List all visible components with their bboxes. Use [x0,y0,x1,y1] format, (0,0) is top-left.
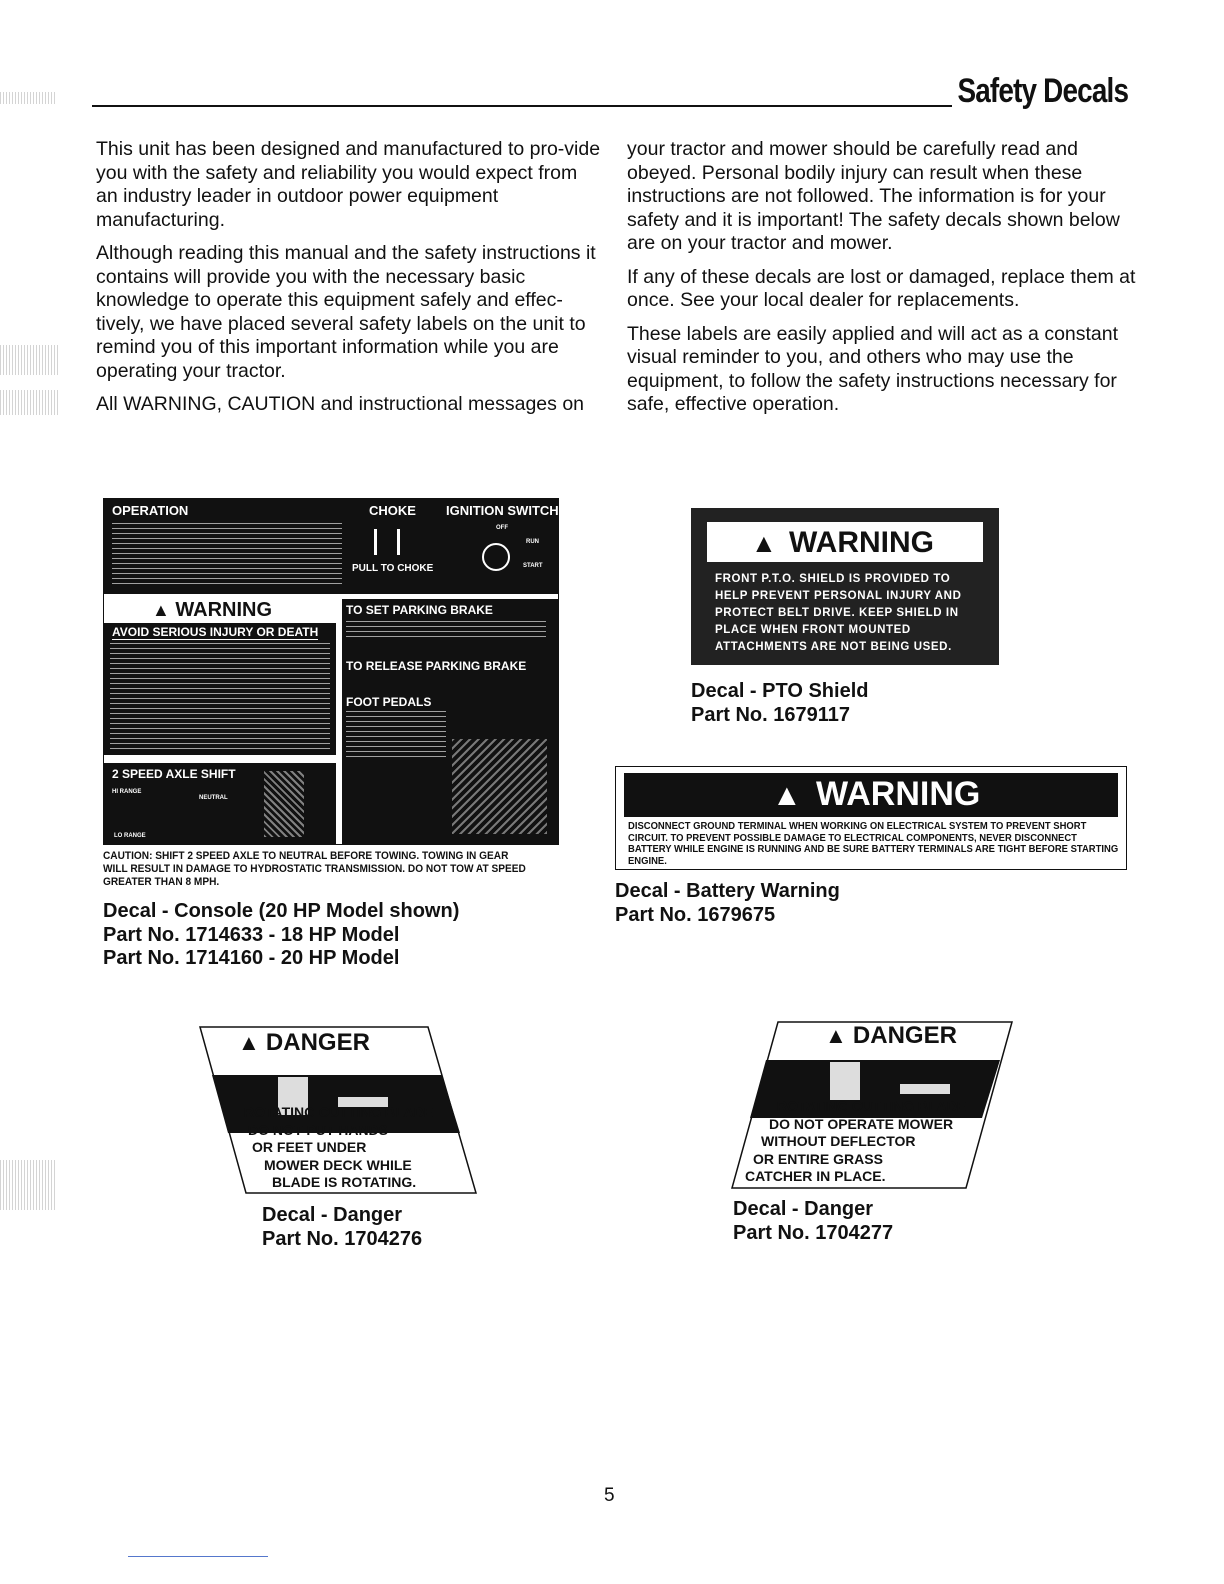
set-brake-fine-print [346,621,546,641]
console-decal [103,498,559,845]
battery-decal [615,766,1127,870]
intro-paragraph: This unit has been designed and manufactured to pro-vide you with the safety and reliability you would expect from an industry leader in outdoor power equipment manufacturing. [96,138,601,231]
page-title: Safety Decals [957,72,1128,110]
neutral-label: NEUTRAL [199,795,228,801]
danger1-caption [262,1204,422,1251]
choke-heading: CHOKE [369,503,416,518]
caption-line: Part No. 1714160 - 20 HP Model [103,947,400,969]
warning-fine-print [110,643,330,751]
danger1-heading: ▲ DANGER [238,1029,370,1056]
axle-shift-panel [104,763,336,844]
danger-line: DO NOT PUT HANDS [248,1121,388,1138]
scan-artifact [0,92,55,104]
ignition-icon [482,543,510,571]
foot-pedals-fine-print [346,711,446,761]
battery-warning-heading: WARNING [816,775,981,813]
intro-paragraph: Although reading this manual and the safety instructions it contains will provide you with the necessary basic knowledge to operate this equipment safely and effec-tively, we have placed several safety labels on the unit to remind you of this important information while you are operating your tractor. [96,242,596,382]
danger-line: OR ENTIRE GRASS [753,1150,883,1167]
intro-left-column [96,138,601,427]
pto-caption [691,680,868,727]
page-number: 5 [604,1485,615,1506]
danger-line: WITHOUT DEFLECTOR [761,1133,916,1149]
intro-paragraph: your tractor and mower should be carefully read and obeyed. Personal bodily injury can result when these instructions are not followed. The information is for your safety and it is important! The safety decals shown below are on your tractor and mower. [627,138,1120,254]
danger-line: OR FEET UNDER [252,1139,367,1155]
warning-triangle-icon: ▲ [825,1023,847,1048]
shift-lever-icon [264,771,304,837]
console-warning-heading: ▲ WARNING [152,599,273,621]
release-brake-heading: TO RELEASE PARKING BRAKE [346,659,527,673]
danger2-caption [733,1198,893,1245]
caption-line: Decal - Console (20 HP Model shown) [103,900,460,922]
danger-line: MOWER DECK WHILE [264,1156,412,1173]
intro-right-column [627,138,1137,427]
brake-panel [342,599,558,844]
scan-artifact [0,345,60,375]
caption-line: Decal - Danger [733,1198,874,1220]
choke-icon [374,529,400,555]
scan-artifact [0,390,60,415]
foot-pedals-heading: FOOT PEDALS [346,695,432,709]
ignition-run-label: RUN [526,539,539,545]
axle-shift-heading: 2 SPEED AXLE SHIFT [112,767,236,781]
header-rule [92,105,952,107]
caption-line: Part No. 1704277 [733,1221,894,1244]
danger-line: DO NOT OPERATE MOWER [769,1115,954,1132]
danger1-text [244,1104,433,1192]
ignition-heading: IGNITION SWITCH [446,503,559,518]
warning-triangle-icon: ▲ [772,779,802,812]
pto-decal [691,508,999,665]
foot-icon [900,1084,950,1094]
caption-line: Decal - Battery Warning [615,880,840,902]
danger-line: BLADE IS ROTATING. [272,1174,417,1190]
battery-warning-text: DISCONNECT GROUND TERMINAL WHEN WORKING ON ELECTRICAL SYSTEM TO PREVENT SHORT CIRCUIT. TO PREVENT POSSIBLE DAMAGE TO ELECTRICAL COMPONENTS, NEVER DISCONNECT BATTERY WHILE ENGINE IS RUNNING AND BE SURE BATTERY TERMINALS ARE TIGHT BEFORE STARTING ENGINE. [628,820,1119,867]
intro-paragraph: All WARNING, CAUTION and instructional messages on [96,393,585,415]
danger2-text [745,1098,966,1186]
danger-line: ROTATING CUTTING BLADE [777,1098,967,1114]
scan-artifact [0,1160,55,1210]
caption-line: Decal - Danger [262,1204,403,1226]
warning-triangle-icon: ▲ [152,600,170,620]
intro-paragraph: If any of these decals are lost or damaged, replace them at once. See your local dealer for replacements. [627,265,1136,311]
operation-heading: OPERATION [112,503,189,518]
footer-line [128,1556,268,1557]
hi-range-label: HI RANGE [112,789,142,795]
danger2-heading: ▲ DANGER [825,1022,957,1049]
caption-line: Part No. 1679675 [615,903,776,926]
battery-warning-banner [624,773,1118,817]
pedal-icon [452,739,547,834]
ignition-start-label: START [523,563,543,569]
danger-line: CATCHER IN PLACE. [745,1168,886,1184]
caption-line: Decal - PTO Shield [691,680,869,702]
console-caption [103,900,459,971]
pto-warning-banner [707,522,983,562]
caption-line: Part No. 1714633 - 18 HP Model [103,923,400,946]
intro-paragraph: These labels are easily applied and will act as a constant visual reminder to you, and others who may use the equipment, to follow the safety instructions necessary for safe, effective operation. [627,322,1119,415]
danger-line: ROTATING CUTTING BLADE [244,1104,434,1120]
caption-line: Part No. 1704276 [262,1227,423,1250]
set-brake-heading: TO SET PARKING BRAKE [346,603,493,617]
pto-warning-text: FRONT P.T.O. SHIELD IS PROVIDED TO HELP PREVENT PERSONAL INJURY AND PROTECT BELT DRIVE. KEEP SHIELD IN PLACE WHEN FRONT MOUNTED ATTACHMENTS ARE NOT BEING USED. [715,573,962,653]
operation-panel [104,499,558,594]
lo-range-label: LO RANGE [114,833,146,839]
warning-triangle-icon: ▲ [238,1030,260,1055]
warning-triangle-icon: ▲ [751,528,777,558]
avoid-injury-heading: AVOID SERIOUS INJURY OR DEATH [112,625,319,639]
pto-warning-heading: WARNING [789,526,934,559]
battery-caption [615,880,840,927]
ignition-off-label: OFF [496,525,508,531]
console-warning-panel [104,623,336,755]
hand-icon [830,1062,860,1100]
console-caution-text: CAUTION: SHIFT 2 SPEED AXLE TO NEUTRAL BEFORE TOWING. TOWING IN GEAR WILL RESULT IN DAMAGE TO HYDROSTATIC TRANSMISSION. DO NOT TOW AT SPEED GREATER THAN 8 MPH. [103,850,526,888]
caption-line: Part No. 1679117 [691,703,850,726]
pull-to-choke-label: PULL TO CHOKE [352,563,434,574]
operation-fine-print [112,523,342,587]
